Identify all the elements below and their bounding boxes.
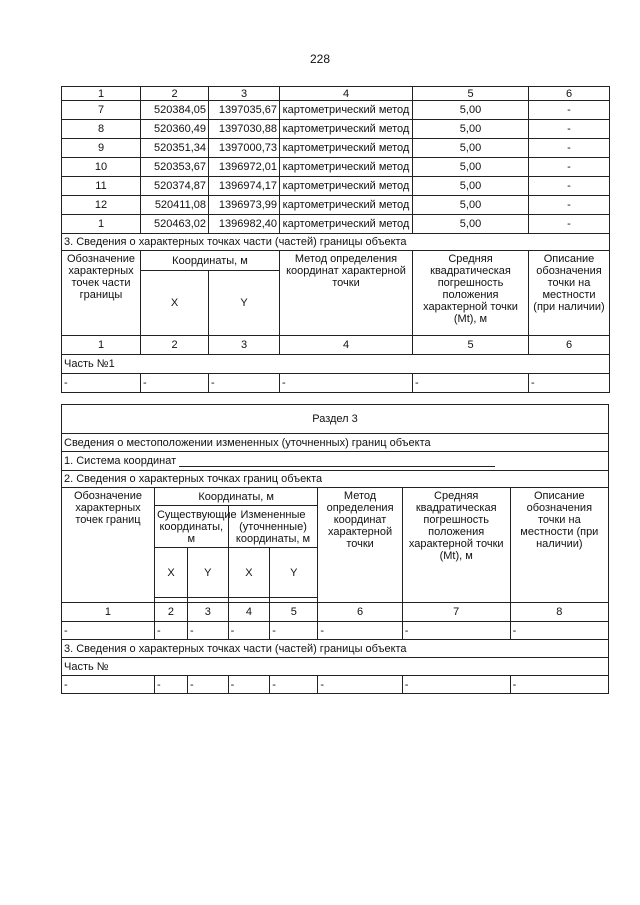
point-number: 10 bbox=[62, 158, 141, 177]
coord-y: 1396982,40 bbox=[209, 215, 280, 234]
description: - bbox=[529, 196, 610, 215]
point-number: 9 bbox=[62, 139, 141, 158]
empty-cell: - bbox=[228, 622, 270, 640]
error: 5,00 bbox=[413, 120, 529, 139]
column-number: 1 bbox=[62, 603, 155, 622]
changed-boundaries-table bbox=[61, 404, 609, 694]
method: картометрический метод bbox=[280, 215, 413, 234]
section-title: 3. Сведения о характерных точках части (частей) границы объекта bbox=[62, 234, 610, 251]
table-row bbox=[62, 158, 610, 177]
coord-y: 1397030,88 bbox=[209, 120, 280, 139]
method: картометрический метод bbox=[280, 158, 413, 177]
header-cell: 4 bbox=[280, 87, 413, 101]
point-number: 1 bbox=[62, 215, 141, 234]
coord-y: 1397035,67 bbox=[209, 101, 280, 120]
coord-y: 1397000,73 bbox=[209, 139, 280, 158]
coordinate-system-label: 1. Система координат bbox=[64, 455, 177, 467]
error: 5,00 bbox=[413, 139, 529, 158]
column-number: 5 bbox=[270, 603, 318, 622]
table-row bbox=[62, 101, 610, 120]
error: 5,00 bbox=[413, 101, 529, 120]
table-row bbox=[62, 177, 610, 196]
empty-cell: - bbox=[270, 676, 318, 694]
column-number: 7 bbox=[402, 603, 510, 622]
coordinate-system-row bbox=[62, 452, 609, 471]
description: - bbox=[529, 120, 610, 139]
part-label: Часть № bbox=[62, 658, 609, 676]
empty-cell: - bbox=[510, 622, 608, 640]
col-header-y: Y bbox=[270, 548, 318, 598]
coordinate-system-blank bbox=[179, 456, 495, 467]
col-header-x: X bbox=[228, 548, 270, 598]
empty-cell: - bbox=[318, 676, 402, 694]
point-number: 11 bbox=[62, 177, 141, 196]
point-number: 12 bbox=[62, 196, 141, 215]
coord-y: 1396972,01 bbox=[209, 158, 280, 177]
coord-y: 1396973,99 bbox=[209, 196, 280, 215]
table-row bbox=[62, 196, 610, 215]
empty-cell: - bbox=[413, 374, 529, 393]
empty-cell: - bbox=[318, 622, 402, 640]
col-header-coords: Координаты, м bbox=[154, 488, 317, 506]
empty-cell: - bbox=[154, 676, 187, 694]
table-row bbox=[62, 139, 610, 158]
header-cell: 1 bbox=[62, 87, 141, 101]
empty-cell: - bbox=[62, 374, 141, 393]
column-number: 2 bbox=[154, 603, 187, 622]
empty-cell: - bbox=[270, 622, 318, 640]
empty-cell: - bbox=[141, 374, 209, 393]
column-number: 8 bbox=[510, 603, 608, 622]
header-cell: 2 bbox=[141, 87, 209, 101]
page-number: 228 bbox=[309, 52, 331, 66]
column-number: 5 bbox=[413, 336, 529, 355]
error: 5,00 bbox=[413, 158, 529, 177]
empty-cell: - bbox=[209, 374, 280, 393]
table-row bbox=[62, 622, 609, 640]
col-header-existing: Существующие координаты, м bbox=[154, 506, 228, 548]
empty-cell: - bbox=[188, 622, 229, 640]
col-header-y: Y bbox=[209, 271, 280, 336]
section-title: Сведения о местоположении измененных (уточненных) границ объекта bbox=[62, 434, 609, 452]
empty-cell: - bbox=[154, 622, 187, 640]
col-header-description: Описание обозначения точки на местности (при наличии) bbox=[529, 251, 610, 336]
method: картометрический метод bbox=[280, 139, 413, 158]
column-number: 3 bbox=[209, 336, 280, 355]
coord-x: 520411,08 bbox=[141, 196, 209, 215]
column-number-row bbox=[62, 603, 609, 622]
col-header-x: X bbox=[141, 271, 209, 336]
coord-x: 520374,87 bbox=[141, 177, 209, 196]
section-title: 3. Сведения о характерных точках части (частей) границы объекта bbox=[62, 640, 609, 658]
column-number: 1 bbox=[62, 336, 141, 355]
coord-x: 520384,05 bbox=[141, 101, 209, 120]
point-number: 7 bbox=[62, 101, 141, 120]
col-header-point: Обозначение характерных точек границ bbox=[62, 488, 155, 603]
method: картометрический метод bbox=[280, 120, 413, 139]
description: - bbox=[529, 177, 610, 196]
table-row bbox=[62, 215, 610, 234]
empty-cell: - bbox=[62, 676, 155, 694]
col-header-y: Y bbox=[188, 548, 229, 598]
col-header-method: Метод определения координат характерной точки bbox=[318, 488, 402, 603]
section-subtitle: 2. Сведения о характерных точках границ объекта bbox=[62, 471, 609, 488]
empty-cell: - bbox=[510, 676, 608, 694]
characteristic-points-table bbox=[61, 86, 610, 393]
empty-cell: - bbox=[280, 374, 413, 393]
column-number: 6 bbox=[529, 336, 610, 355]
coord-y: 1396974,17 bbox=[209, 177, 280, 196]
header-cell: 3 bbox=[209, 87, 280, 101]
coord-x: 520353,67 bbox=[141, 158, 209, 177]
method: картометрический метод bbox=[280, 196, 413, 215]
column-number: 4 bbox=[228, 603, 270, 622]
table-row bbox=[62, 374, 610, 393]
empty-cell: - bbox=[402, 622, 510, 640]
method: картометрический метод bbox=[280, 101, 413, 120]
column-number-row bbox=[62, 336, 610, 355]
part-label: Часть №1 bbox=[62, 355, 610, 374]
col-header-x: X bbox=[154, 548, 187, 598]
col-header-description: Описание обозначения точки на местности (при наличии) bbox=[510, 488, 608, 603]
col-header-method: Метод определения координат характерной точки bbox=[280, 251, 413, 336]
table-row bbox=[62, 120, 610, 139]
column-number: 6 bbox=[318, 603, 402, 622]
description: - bbox=[529, 215, 610, 234]
error: 5,00 bbox=[413, 196, 529, 215]
column-number: 4 bbox=[280, 336, 413, 355]
empty-cell: - bbox=[188, 676, 229, 694]
col-header-error: Средняя квадратическая погрешность положения характерной точки (Mt), м bbox=[402, 488, 510, 603]
description: - bbox=[529, 158, 610, 177]
coord-x: 520360,49 bbox=[141, 120, 209, 139]
col-header-error: Средняя квадратическая погрешность положения характерной точки (Mt), м bbox=[413, 251, 529, 336]
description: - bbox=[529, 101, 610, 120]
column-number: 2 bbox=[141, 336, 209, 355]
section-heading: Раздел 3 bbox=[62, 405, 609, 434]
empty-cell: - bbox=[228, 676, 270, 694]
error: 5,00 bbox=[413, 215, 529, 234]
error: 5,00 bbox=[413, 177, 529, 196]
column-number: 3 bbox=[188, 603, 229, 622]
part-row bbox=[62, 355, 610, 374]
col-header-coords: Координаты, м bbox=[141, 251, 280, 271]
empty-cell: - bbox=[529, 374, 610, 393]
point-number: 8 bbox=[62, 120, 141, 139]
section-title-row bbox=[62, 234, 610, 251]
empty-cell: - bbox=[402, 676, 510, 694]
header-cell: 5 bbox=[413, 87, 529, 101]
col-header-point: Обозначение характерных точек части границы bbox=[62, 251, 141, 336]
col-header-changed: Измененные (уточненные) координаты, м bbox=[228, 506, 318, 548]
coord-x: 520463,02 bbox=[141, 215, 209, 234]
empty-cell: - bbox=[62, 622, 155, 640]
table-row bbox=[62, 676, 609, 694]
header-cell: 6 bbox=[529, 87, 610, 101]
description: - bbox=[529, 139, 610, 158]
method: картометрический метод bbox=[280, 177, 413, 196]
coord-x: 520351,34 bbox=[141, 139, 209, 158]
table-header-row bbox=[62, 87, 610, 101]
